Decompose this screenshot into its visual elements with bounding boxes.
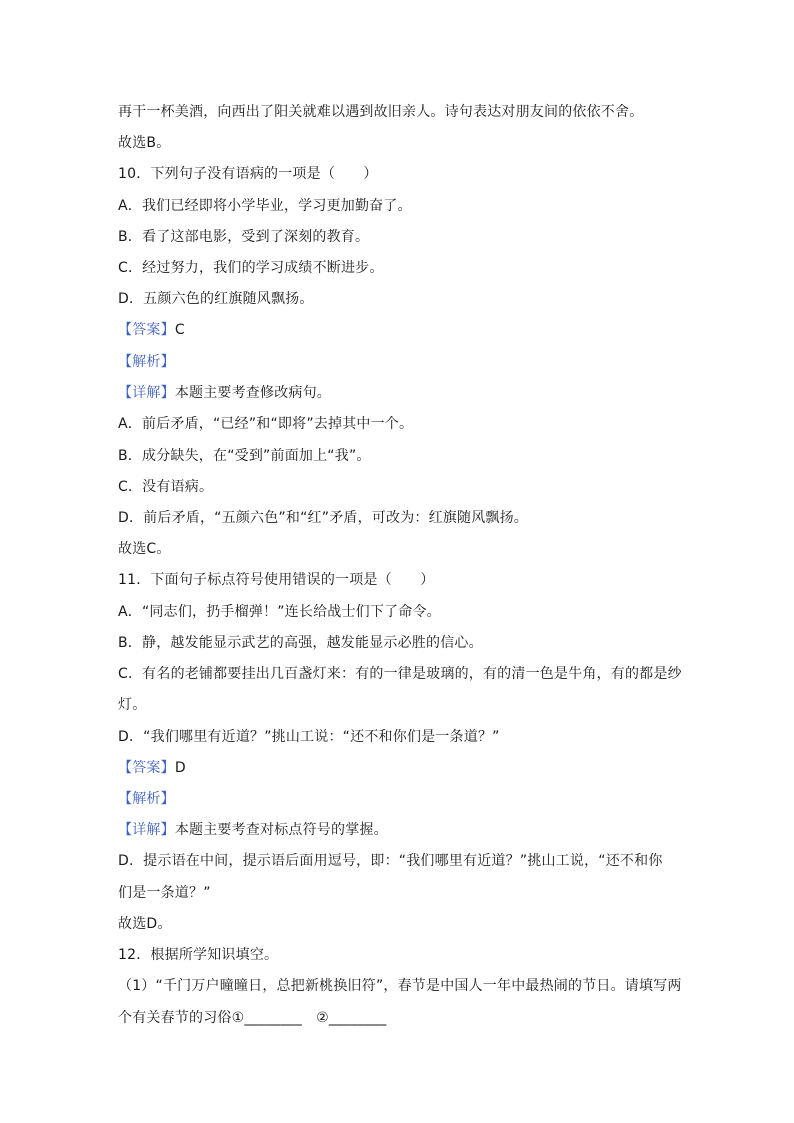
question-12-stem: 12．根据所学知识填空。 — [118, 947, 279, 963]
detail-text: 本题主要考查对标点符号的掌握。 — [174, 822, 388, 838]
answer-tag: 【答案】 — [118, 760, 175, 776]
analysis-line — [118, 352, 175, 372]
question-10-stem: 10．下列句子没有语病的一项是（ ） — [118, 166, 378, 182]
answer-value: C — [174, 322, 185, 338]
question-11-option-a: A．“同志们，扔手榴弹！”连长给战士们下了命令。 — [118, 604, 441, 620]
detail-tag: 【详解】 — [118, 822, 175, 838]
question-10-option-c: C．经过努力，我们的学习成绩不断进步。 — [118, 260, 384, 276]
text-line: C．没有语病。 — [118, 479, 214, 495]
detail-line — [118, 383, 331, 403]
text-line: D．提示语在中间，提示语后面用逗号，即：“我们哪里有近道？”挑山工说，“还不和你 — [118, 853, 663, 869]
question-12-part-1-cont: 个有关春节的习俗①________ ②________ — [118, 1010, 387, 1026]
text-line: B．成分缺失，在“受到”前面加上“我”。 — [118, 448, 371, 464]
text-line: 故选B。 — [118, 135, 171, 151]
question-11-stem: 11．下面句子标点符号使用错误的一项是（ ） — [118, 572, 435, 588]
analysis-tag: 【解析】 — [118, 354, 175, 370]
answer-value: D — [174, 760, 186, 776]
question-11-option-c: C．有名的老铺都要挂出几百盏灯来：有的一律是玻璃的，有的清一色是牛角，有的都是纱 — [118, 666, 682, 682]
analysis-tag: 【解析】 — [118, 791, 175, 807]
question-10-option-a: A．我们已经即将小学毕业，学习更加勤奋了。 — [118, 198, 412, 214]
question-11-option-d: D．“我们哪里有近道？”挑山工说：“还不和你们是一条道？” — [118, 729, 500, 745]
answer-line — [118, 320, 185, 340]
question-10-option-d: D．五颜六色的红旗随风飘扬。 — [118, 291, 314, 307]
answer-line — [118, 758, 186, 778]
detail-text: 本题主要考查修改病句。 — [174, 385, 332, 401]
text-line: 故选D。 — [118, 916, 172, 932]
question-11-option-c-cont: 灯。 — [118, 697, 147, 713]
analysis-line — [118, 789, 175, 809]
answer-tag: 【答案】 — [118, 322, 175, 338]
question-11-option-b: B．静，越发能显示武艺的高强，越发能显示必胜的信心。 — [118, 635, 483, 651]
text-line: A．前后矛盾，“已经”和“即将”去掉其中一个。 — [118, 416, 414, 432]
text-line: 们是一条道？” — [118, 885, 211, 901]
text-line: 故选C。 — [118, 541, 171, 557]
detail-line — [118, 820, 388, 840]
detail-tag: 【详解】 — [118, 385, 175, 401]
question-12-part-1: （1）“千门万户曈曈日，总把新桃换旧符”，春节是中国人一年中最热闹的节日。请填写两 — [118, 978, 682, 994]
text-line: D．前后矛盾，“五颜六色”和“红”矛盾，可改为：红旗随风飘扬。 — [118, 510, 528, 526]
text-line: 再干一杯美酒，向西出了阳关就难以遇到故旧亲人。诗句表达对朋友间的依依不舍。 — [118, 104, 644, 120]
question-10-option-b: B．看了这部电影，受到了深刻的教育。 — [118, 229, 370, 245]
